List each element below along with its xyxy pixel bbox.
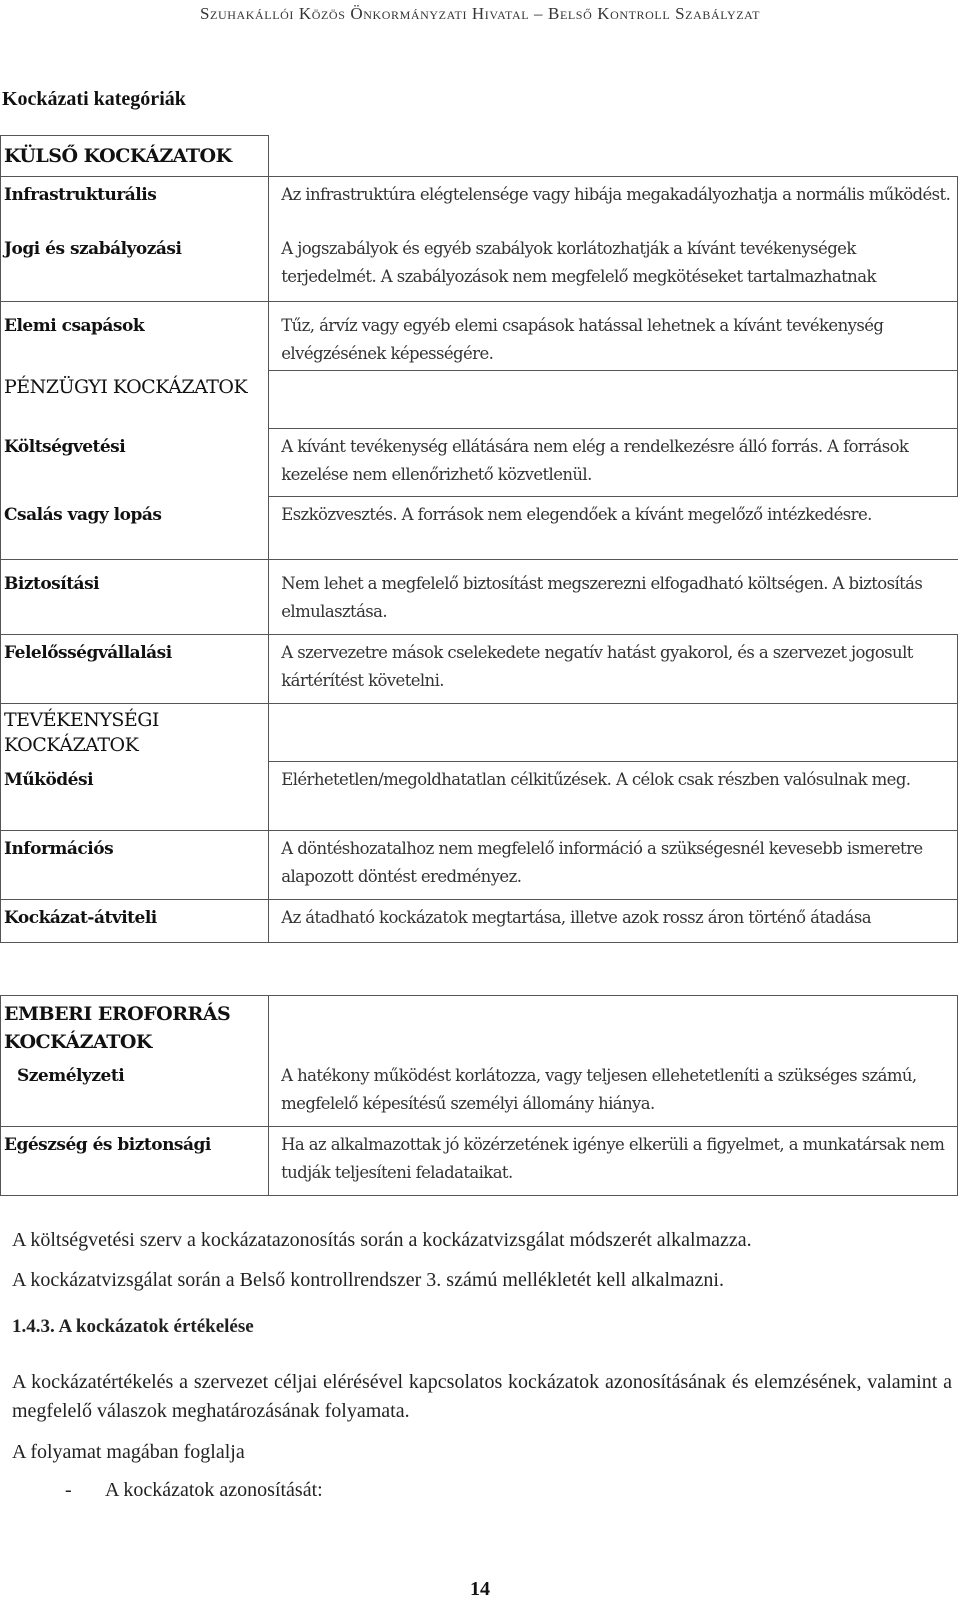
- category-cell: Személyzeti: [1, 1058, 269, 1127]
- category-cell: Működési: [1, 762, 269, 831]
- table-row: [1, 1127, 958, 1196]
- category-cell: Költségvetési: [1, 429, 269, 497]
- description-cell: [269, 371, 958, 429]
- table-row: [1, 559, 958, 634]
- category-heading-cell: PÉNZÜGYI KOCKÁZATOK: [1, 371, 269, 429]
- category-cell: Kockázat-átviteli: [1, 899, 269, 942]
- paragraph-risk-annex: A kockázatvizsgálat során a Belső kontrollrendszer 3. számú mellékletét kell alkalmazni.: [12, 1269, 724, 1291]
- description-cell: Eszközvesztés. A források nem elegendőek a kívánt megelőző intézkedésre.: [269, 497, 958, 560]
- category-cell: Csalás vagy lopás: [1, 497, 269, 560]
- table-row: [1, 302, 958, 371]
- paragraph-risk-evaluation: A kockázatértékelés a szervezet céljai elérésével kapcsolatos kockázatok azonosításának és elemzésének, valamint a megfelelő válaszok meghatározásának folyamata.: [12, 1371, 952, 1422]
- table-heading-row: [1, 136, 958, 177]
- category-cell: Egészség és biztonsági: [1, 1127, 269, 1196]
- table-row: [1, 177, 958, 232]
- table-heading: KÜLSŐ KOCKÁZATOK: [1, 136, 269, 177]
- category-heading-cell: TEVÉKENYSÉGI KOCKÁZATOK: [1, 703, 269, 762]
- table-row: [1, 1058, 958, 1127]
- table-row: [1, 899, 958, 942]
- risk-table-human-resources: [0, 995, 958, 1196]
- table-row: [1, 830, 958, 899]
- description-cell: A szervezetre mások cselekedete negatív hatást gyakorol, és a szervezet jogosult kártérítést követelni.: [269, 634, 958, 703]
- category-cell: Információs: [1, 830, 269, 899]
- description-cell: A kívánt tevékenység ellátására nem elég a rendelkezésre álló forrás. A források kezelése nem ellenőrizhető közvetlenül.: [269, 429, 958, 497]
- table-row: [1, 497, 958, 560]
- page-number: 14: [470, 1578, 490, 1600]
- risk-table-external: [0, 135, 958, 943]
- category-cell: Jogi és szabályozási: [1, 231, 269, 302]
- paragraph-risk-identification: A költségvetési szerv a kockázatazonosítás során a kockázatvizsgálat módszerét alkalmazza.: [12, 1229, 752, 1251]
- table-row: [1, 762, 958, 831]
- table-row: [1, 429, 958, 497]
- section-title: Kockázati kategóriák: [2, 88, 186, 110]
- paragraph-process-includes: A folyamat magában foglalja: [12, 1441, 245, 1463]
- description-cell: [269, 703, 958, 762]
- description-cell: Ha az alkalmazottak jó közérzetének igénye elkerüli a figyelmet, a munkatársak nem tudják teljesíteni feladataikat.: [269, 1127, 958, 1196]
- description-cell: Az átadható kockázatok megtartása, illetve azok rossz áron történő átadása: [269, 899, 958, 942]
- description-cell: A döntéshozatalhoz nem megfelelő információ a szükségesnél kevesebb ismeretre alapozott döntést eredményez.: [269, 830, 958, 899]
- bullet-dash: -: [65, 1479, 72, 1501]
- page-header: Szuhakállói Közös Önkormányzati Hivatal – Belső Kontroll Szabályzat: [199, 4, 761, 23]
- list-item-text: A kockázatok azonosítását:: [105, 1479, 323, 1501]
- description-cell: Az infrastruktúra elégtelensége vagy hibája megakadályozhatja a normális működést.: [269, 177, 958, 232]
- description-cell: Tűz, árvíz vagy egyéb elemi csapások hatással lehetnek a kívánt tevékenység elvégzésének képességére.: [269, 302, 958, 371]
- table-row: [1, 371, 958, 429]
- description-cell: Nem lehet a megfelelő biztosítást megszerezni elfogadható költségen. A biztosítás elmulasztása.: [269, 559, 958, 634]
- table-row: [1, 634, 958, 703]
- table-row: [1, 231, 958, 302]
- description-cell: Elérhetetlen/megoldhatatlan célkitűzések. A célok csak részben valósulnak meg.: [269, 762, 958, 831]
- category-cell: Elemi csapások: [1, 302, 269, 371]
- table-heading-row: [1, 996, 958, 1059]
- list-item: [65, 1479, 323, 1502]
- category-cell: Infrastrukturális: [1, 177, 269, 232]
- category-cell: Biztosítási: [1, 559, 269, 634]
- table-heading: EMBERI EROFORRÁS KOCKÁZATOK: [1, 996, 269, 1059]
- subsection-heading: 1.4.3. A kockázatok értékelése: [12, 1316, 254, 1337]
- table-row: [1, 703, 958, 762]
- description-cell: A jogszabályok és egyéb szabályok korlátozhatják a kívánt tevékenységek terjedelmét. A szabályozások nem megfelelő megkötéseket tartalmazhatnak: [269, 231, 958, 302]
- category-cell: Felelősségvállalási: [1, 634, 269, 703]
- description-cell: A hatékony működést korlátozza, vagy teljesen ellehetetleníti a szükséges számú, megfelelő képesítésű személyi állomány hiánya.: [269, 1058, 958, 1127]
